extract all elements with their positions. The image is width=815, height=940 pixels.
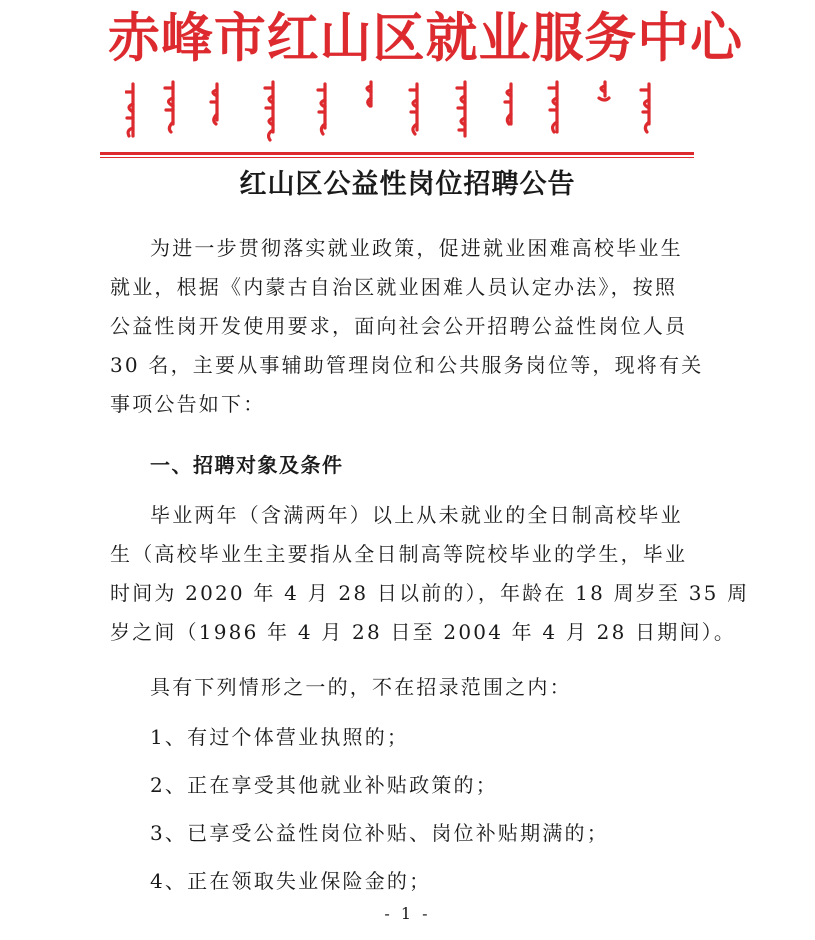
- section1-line: 时间为 2020 年 4 月 28 日以前的），年龄在 18 周岁至 35 周: [110, 581, 750, 605]
- mongolian-word-6: [367, 82, 371, 106]
- mongolian-word-7: [410, 84, 417, 134]
- intro-line: 30 名，主要从事辅助管理岗位和公共服务岗位等，现将有关: [110, 353, 704, 377]
- mongolian-script-line: [125, 78, 675, 144]
- mongolian-word-8: [457, 82, 465, 136]
- mongolian-word-9: [505, 84, 511, 124]
- mongolian-word-1: [126, 84, 133, 136]
- section1-line: 岁之间（1986 年 4 月 28 日至 2004 年 4 月 28 日期间）。: [110, 620, 737, 644]
- mongolian-word-2: [165, 82, 173, 132]
- page-number: - 1 -: [384, 904, 431, 923]
- section-heading: 一、招聘对象及条件: [150, 453, 344, 477]
- intro-line: 公益性岗开发使用要求，面向社会公开招聘公益性岗位人员: [110, 314, 688, 338]
- mongolian-word-4: [265, 82, 273, 140]
- intro-line: 为进一步贯彻落实就业政策，促进就业困难高校毕业生: [150, 236, 683, 260]
- mongolian-word-3: [211, 84, 217, 124]
- exclusion-item: 4、正在领取失业保险金的；: [150, 869, 432, 893]
- intro-line: 就业，根据《内蒙古自治区就业困难人员认定办法》，按照: [110, 275, 678, 299]
- mongolian-word-12: [641, 84, 649, 132]
- section1-line: 毕业两年（含满两年）以上从未就业的全日制高校毕业: [150, 503, 683, 527]
- letterhead-divider-thick: [100, 152, 694, 155]
- intro-line: 事项公告如下：: [110, 392, 266, 416]
- document-title: 红山区公益性岗位招聘公告: [239, 169, 576, 200]
- section1-line: 生（高校毕业生主要指从全日制高等院校毕业的学生，毕业: [110, 542, 688, 566]
- mongolian-word-10: [549, 82, 557, 132]
- exclusion-intro: 具有下列情形之一的，不在招录范围之内：: [150, 675, 572, 699]
- letterhead-title: 赤峰市红山区就业服务中心: [108, 8, 744, 69]
- exclusion-item: 2、正在享受其他就业补贴政策的；: [150, 773, 498, 797]
- mongolian-word-5: [318, 84, 325, 134]
- exclusion-item: 3、已享受公益性岗位补贴、岗位补贴期满的；: [150, 821, 609, 845]
- exclusion-item: 1、有过个体营业执照的；: [150, 725, 410, 749]
- letterhead-divider-thin: [100, 157, 694, 158]
- mongolian-word-11: [599, 82, 609, 100]
